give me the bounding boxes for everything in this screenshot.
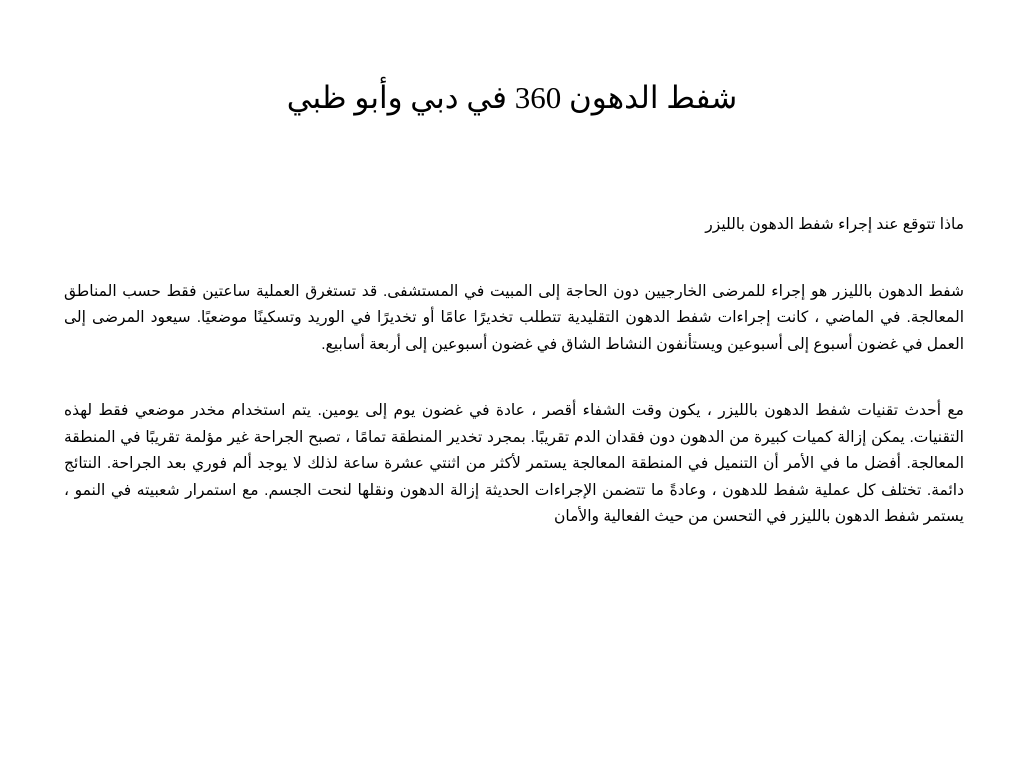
slide-title: شفط الدهون 360 في دبي وأبو ظبي: [286, 80, 738, 115]
paragraph-recovery: شفط الدهون بالليزر هو إجراء للمرضى الخارجيين دون الحاجة إلى المبيت في المستشفى. قد تستغرق العملية ساعتين فقط حسب المناطق المعالجة. في الماضي ، كانت إجراءات شفط الدهون التقليدية تتطلب تخديرًا عامًا أو تخديرًا في الوريد وتسكينًا موضعيًا. سيعود المرضى إلى العمل في غضون أسبوع إلى أسبوعين ويستأنفون النشاط الشاق في غضون أسبوعين إلى أربعة أسابيع.: [64, 282, 964, 353]
paragraph-latest-techniques: مع أحدث تقنيات شفط الدهون بالليزر ، يكون وقت الشفاء أقصر ، عادة في غضون يوم إلى يومين. يتم استخدام مخدر موضعي فقط لهذه التقنيات. يمكن إزالة كميات كبيرة من الدهون دون فقدان الدم تقريبًا. بمجرد تخدير المنطقة تمامًا ، تصبح الجراحة غير مؤلمة تقريبًا في المنطقة المعالجة. أفضل ما في الأمر أن التنميل في المنطقة المعالجة يستمر لأكثر من اثنتي عشرة ساعة لذلك لا يوجد ألم فوري بعد الجراحة. النتائج دائمة. تختلف كل عملية شفط للدهون ، وعادةً ما تتضمن الإجراءات الحديثة إزالة الدهون ونقلها لنحت الجسم. مع استمرار شعبيته في النمو ، يستمر شفط الدهون بالليزر في التحسن من حيث الفعالية والأمان: [64, 402, 964, 525]
slide-body: [64, 212, 964, 531]
section-subheading: ماذا تتوقع عند إجراء شفط الدهون بالليزر: [705, 216, 964, 233]
